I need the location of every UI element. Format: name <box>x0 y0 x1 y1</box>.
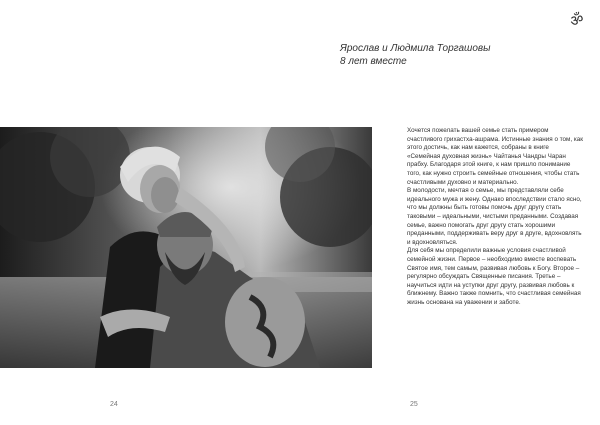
om-symbol-icon: ॐ <box>567 9 587 31</box>
page-number-left: 24 <box>110 401 118 408</box>
couple-photo <box>0 127 372 368</box>
page-number-right: 25 <box>410 401 418 408</box>
years-together: 8 лет вместе <box>340 56 407 67</box>
article-paragraph: В молодости, мечтая о семье, мы представляли себе идеального мужа и жену. Однако впоследствии стало ясно, что мы должны быть готовы помочь друг другу стать таковыми – идеальными, чистыми преданными. Создавая семье, важно помогать друг другу стать хорошими преданными, поддерживать веру друг в друге, вдохновлять и вдохновляться. <box>407 187 582 246</box>
article-paragraph: Для себя мы определили важные условия счастливой семейной жизни. Первое – необходимо вместе воспевать Святое имя, тем самым, развивая любовь к Богу. Второе – регулярно обсуждать Священные писания. Третье – научиться идти на уступки друг другу, развивая любовь к ближнему. Важно также помнить, что счастливая семейная жизнь основана на уважении и заботе. <box>407 247 581 306</box>
article-paragraph: Хочется пожелать вашей семье стать примером счастливого грихастха-ашрама. Истинные знания о том, как этого достичь, как нам кажется, собраны в книге «Семейная духовная жизнь» Чайтанья Чандры Чаран прабху. Благодаря этой книге, к нам пришло понимание того, как нужно строить семейные отношения, чтобы стать счастливыми духовно и материально. <box>407 127 583 186</box>
couple-names: Ярослав и Людмила Торгашовы <box>340 43 491 54</box>
article-body <box>407 127 583 307</box>
couple-header <box>340 42 560 68</box>
